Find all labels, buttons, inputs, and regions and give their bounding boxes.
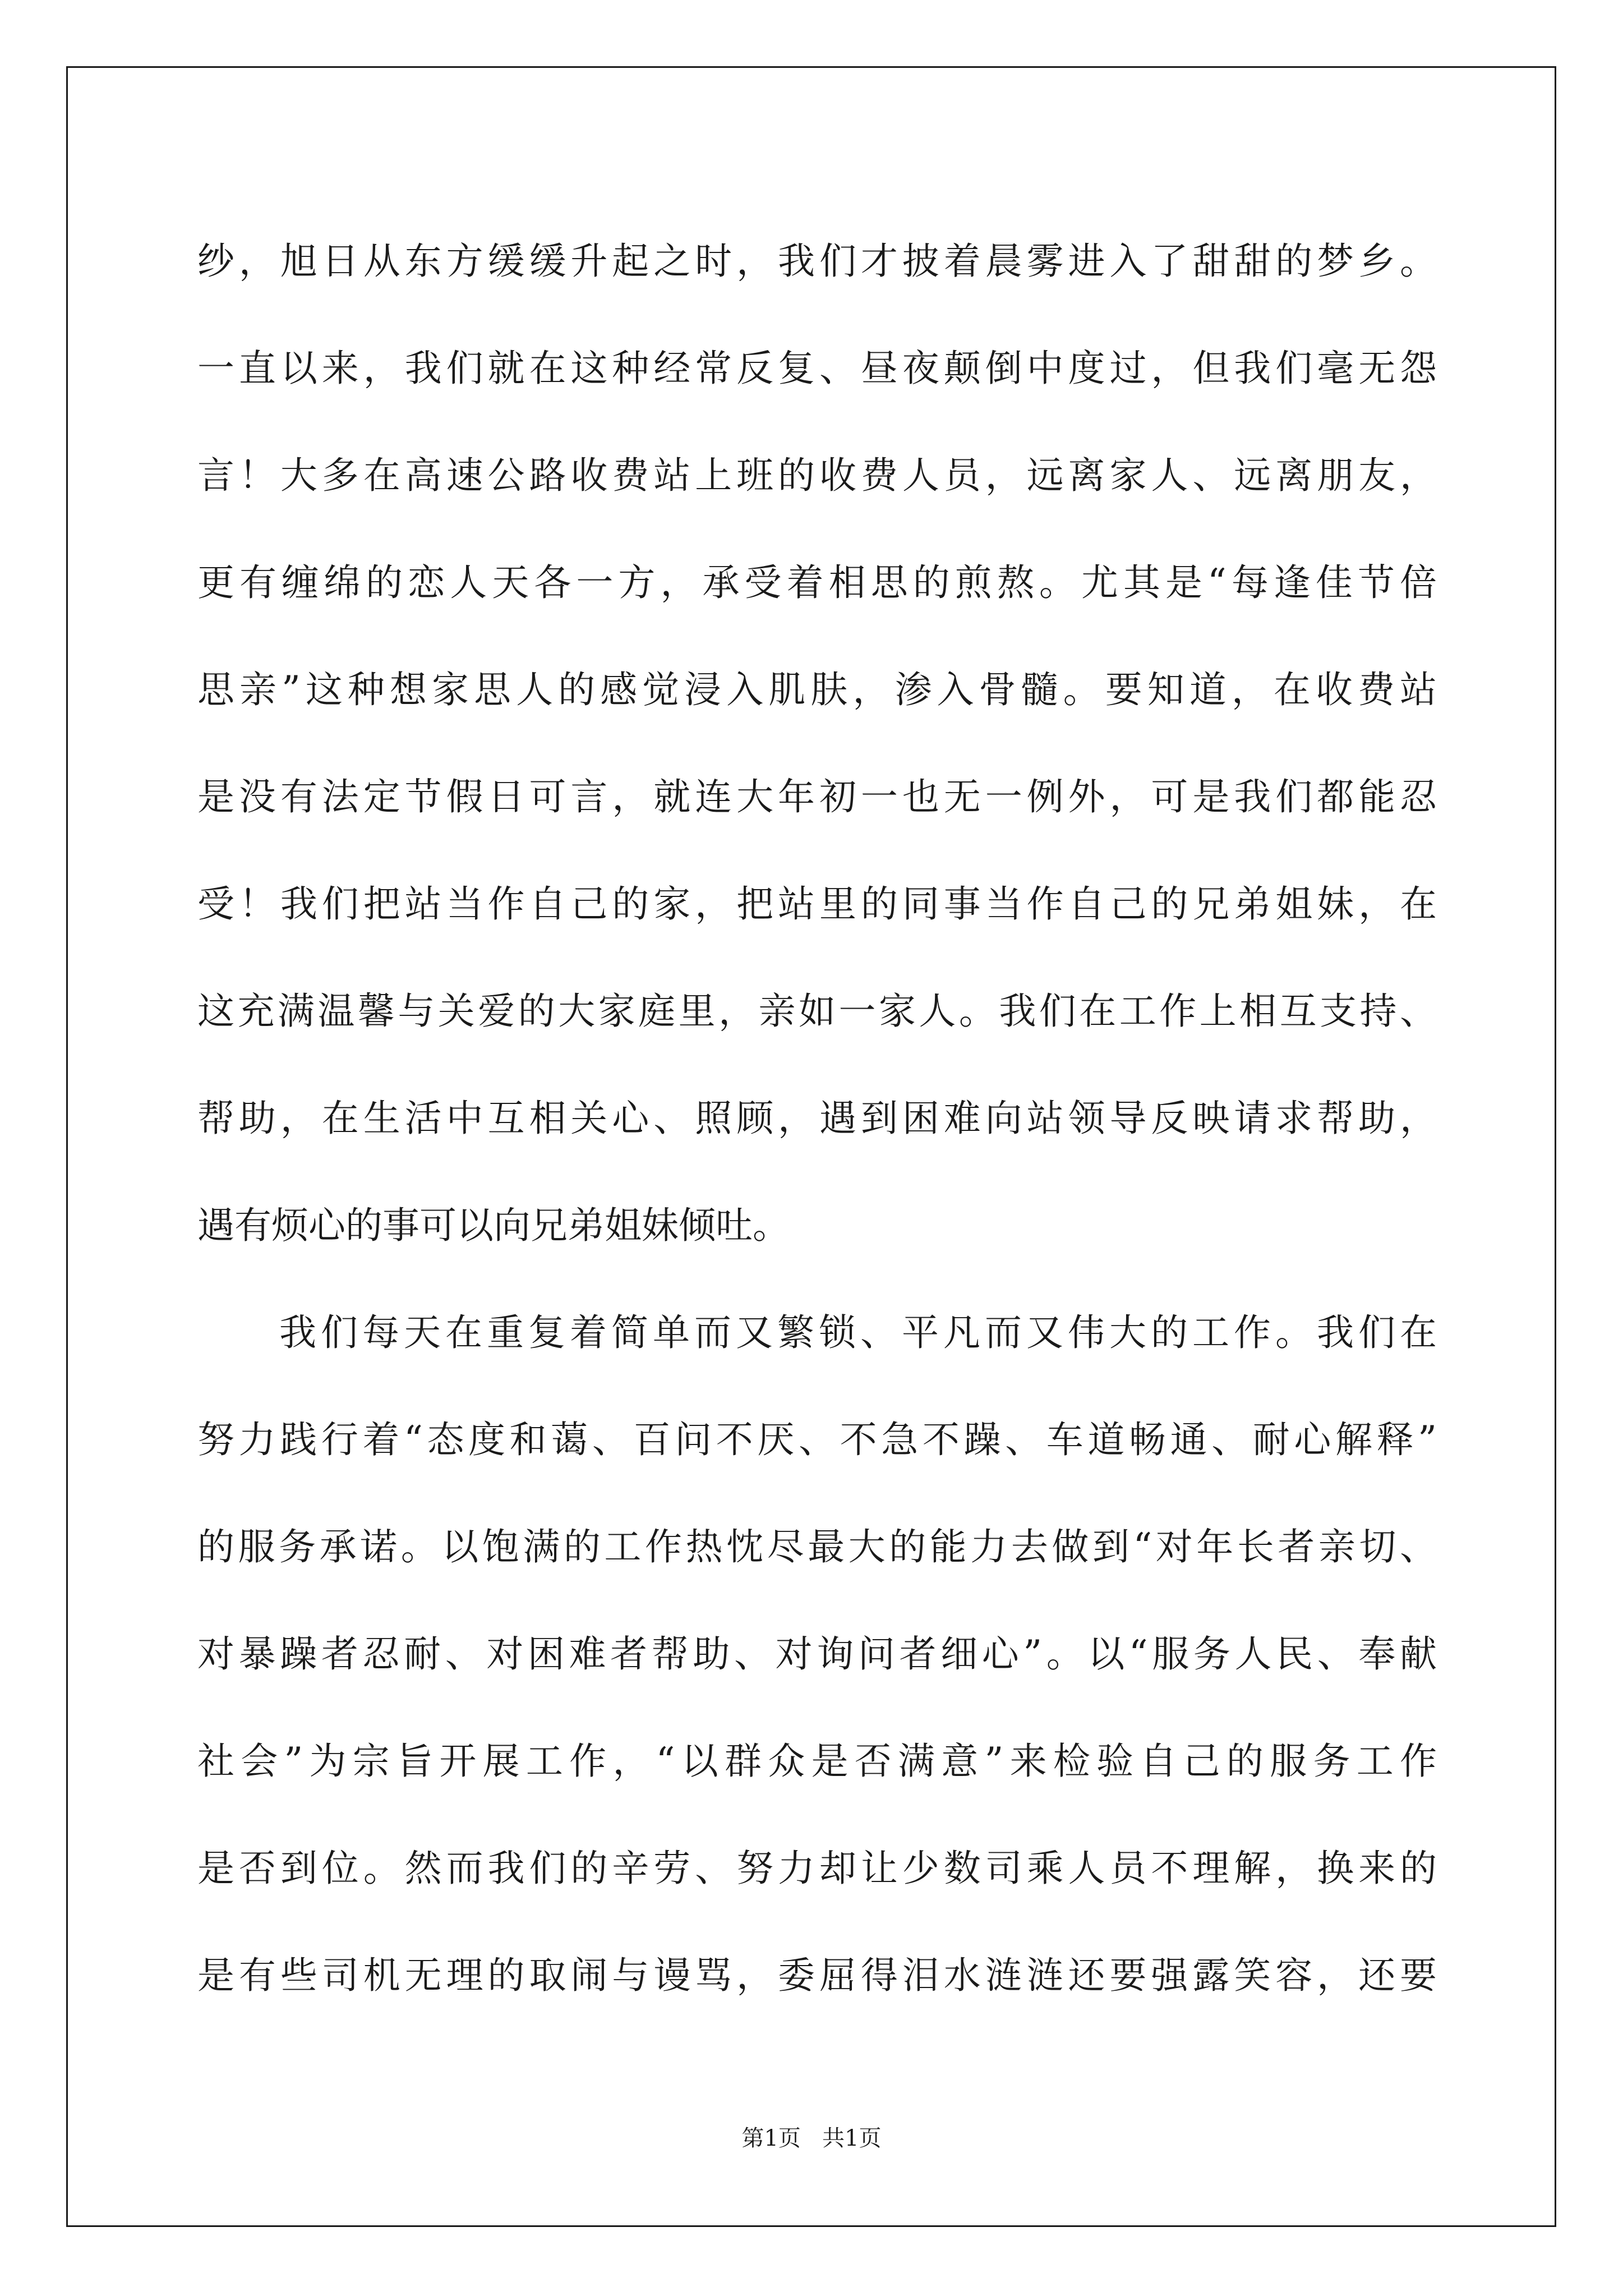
text-line-17: 是有些司机无理的取闹与谩骂，委屈得泪水涟涟还要强露笑容，还要 bbox=[197, 1954, 1437, 1997]
text-line-6: 是没有法定节假日可言，就连大年初一也无一例外，可是我们都能忍 bbox=[197, 775, 1437, 818]
text-line-9: 帮助，在生活中互相关心、照顾，遇到困难向站领导反映请求帮助， bbox=[197, 1097, 1437, 1140]
document-body bbox=[197, 208, 1437, 2029]
text-line-12: 努力践行着“态度和蔼、百问不厌、不急不躁、车道畅通、耐心解释” bbox=[197, 1418, 1437, 1461]
text-line-14: 对暴躁者忍耐、对困难者帮助、对询问者细心”。以“服务人民、奉献 bbox=[197, 1632, 1437, 1676]
text-line-1: 纱，旭日从东方缓缓升起之时，我们才披着晨雾进入了甜甜的梦乡。 bbox=[197, 240, 1437, 283]
text-line-7: 受！我们把站当作自己的家，把站里的同事当作自己的兄弟姐妹，在 bbox=[197, 882, 1437, 926]
page-number-label: 第1页 共1页 bbox=[741, 2125, 882, 2151]
text-line-13: 的服务承诺。以饱满的工作热忱尽最大的能力去做到“对年长者亲切、 bbox=[197, 1525, 1437, 1568]
text-line-5: 思亲”这种想家思人的感觉浸入肌肤，渗入骨髓。要知道，在收费站 bbox=[197, 668, 1437, 711]
page-footer bbox=[0, 2120, 1623, 2152]
text-line-15: 社会”为宗旨开展工作，“以群众是否满意”来检验自己的服务工作 bbox=[197, 1740, 1437, 1783]
text-line-4: 更有缠绵的恋人天各一方，承受着相思的煎熬。尤其是“每逢佳节倍 bbox=[197, 561, 1437, 604]
text-line-8: 这充满温馨与关爱的大家庭里，亲如一家人。我们在工作上相互支持、 bbox=[197, 990, 1437, 1033]
text-line-10: 遇有烦心的事可以向兄弟姐妹倾吐。 bbox=[197, 1204, 790, 1247]
text-line-16: 是否到位。然而我们的辛劳、努力却让少数司乘人员不理解，换来的 bbox=[197, 1847, 1437, 1890]
text-line-11: 我们每天在重复着简单而又繁锁、平凡而又伟大的工作。我们在 bbox=[279, 1311, 1437, 1354]
text-line-2: 一直以来，我们就在这种经常反复、昼夜颠倒中度过，但我们毫无怨 bbox=[197, 347, 1437, 390]
text-line-3: 言！大多在高速公路收费站上班的收费人员，远离家人、远离朋友， bbox=[197, 454, 1437, 497]
